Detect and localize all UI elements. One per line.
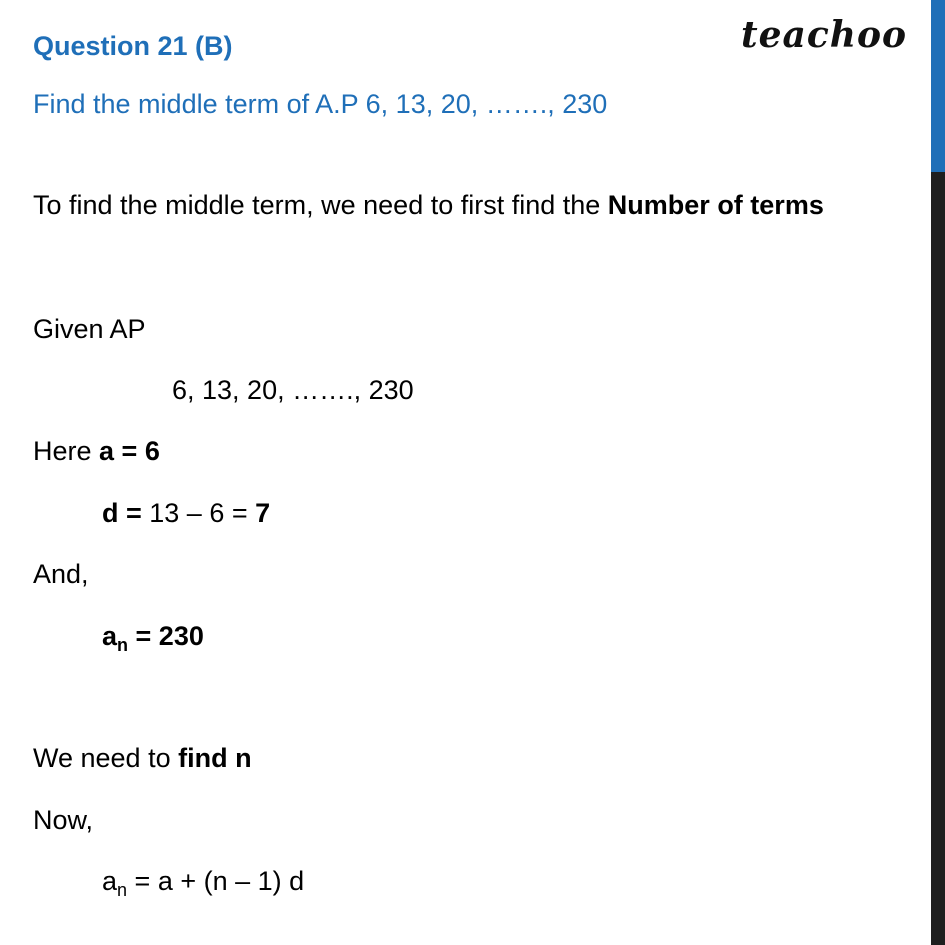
formula-a: a [102,866,118,896]
intro-text: To find the middle term, we need to first find the [33,190,608,220]
an-line [102,619,204,653]
d-value: 7 [255,498,271,528]
question-text: Find the middle term of A.P 6, 13, 20, ……., 230 [33,89,608,119]
scroll-sidebar[interactable] [931,0,945,945]
intro-bold: Number of terms [607,190,824,220]
find-n-line [33,741,252,775]
teachoo-logo: teachoo [741,14,907,56]
formula-line [102,864,304,898]
d-expression: 13 – 6 = [149,498,256,528]
an-sub: n [117,635,129,655]
d-line [102,496,270,530]
and-label: And, [33,559,89,589]
here-a-line [33,434,160,468]
here-text: Here [33,436,100,466]
ap-sequence: 6, 13, 20, ……., 230 [172,375,414,405]
formula-sub: n [117,880,128,900]
find-text: We need to [33,743,179,773]
find-bold: find n [178,743,252,773]
given-ap-label: Given AP [33,314,146,344]
an-value: = 230 [128,621,204,651]
scroll-thumb[interactable] [931,0,945,172]
intro-line [33,188,824,222]
an-a: a [102,621,118,651]
d-label: d = [102,498,150,528]
a-value: a = 6 [99,436,160,466]
formula-rest: = a + (n – 1) d [127,866,305,896]
question-title: Question 21 (B) [33,31,233,61]
now-label: Now, [33,805,94,835]
